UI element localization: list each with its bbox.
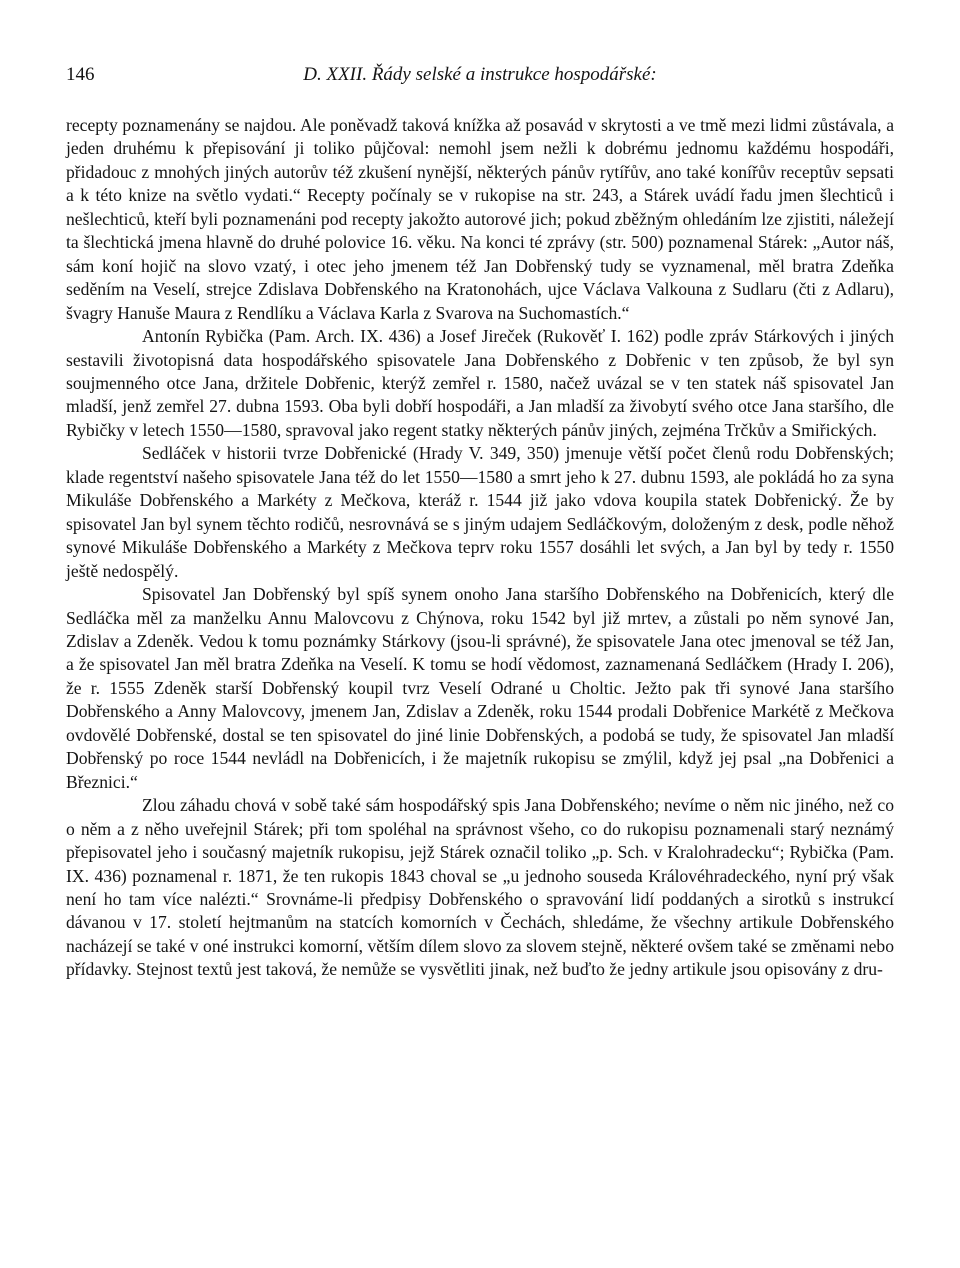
page-header [66,64,894,94]
paragraph-5: Zlou záhadu chová v sobě také sám hospodářský spis Jana Dobřenského; nevíme o něm nic jiného, než co o něm a z něho uveřejnil Stárek; při tom spoléhal na správnost všeho, co do rukopisu poznamenali starý neznámý přepisovatel jeho i současný majetník rukopisu, jejž Stárek označil toliko „p. Sch. v Kralohradecku“; Rybička (Pam. IX. 436) poznamenal r. 1871, že ten rukopis 1843 choval se „u jednoho souseda Královéhradeckého, nyní prý však není ho tam více nalézti.“ Srovnáme-li předpisy Dobřenského o spravování lidí poddaných a sirotků s instrukcí dávanou v 17. století hejtmanům na statcích komorních v Čechách, shledáme, že všechny artikule Dobřenského nacházejí se také v oné instrukci komorní, větším dílem slovo za slovem stejně, některé ovšem také se změnami nebo přídavky. Stejnost textů jest taková, že nemůže se vysvětliti jinak, než buďto že jedny artikule jsou opisovány z dru- [66,795,894,980]
paragraph-3: Sedláček v historii tvrze Dobřenické (Hrady V. 349, 350) jmenuje větší počet členů rodu Dobřenských; klade regentství našeho spisovatele Jana též do let 1550—1580 a smrt jeho k 27. dubnu 1593, ale pokládá ho za syna Mikuláše Dobřenského a Markéty z Mečkova, kteráž r. 1544 již jako vdova koupila statek Dobřenický. Že by spisovatel Jan byl synem těchto rodičů, nesrovnává se s jiným udajem Sedláčkovým, doloženým z desk, podle něhož synové Mikuláše Dobřenského a Markéty z Mečkova teprv roku 1557 dosáhli let svých, a Jan byl by tedy r. 1550 ještě nedospělý. [66,443,894,581]
body-text [66,114,894,982]
paragraph-1: recepty poznamenány se najdou. Ale poněvadž taková knížka až posavád v skrytosti a ve tmě mezi lidmi zůstávala, a jeden druhému k přepisování ji toliko půjčoval: nemohl jsem nežli k dobrému jednomu každému hospodáři, přidadouc z mnohých jiných autorův též zkušení nynější, některých pánův rytířův, ano také konířův receptův sepsati a k této knize na světlo vydati.“ Recepty počínaly se v rukopise na str. 243, a Stárek uvádí řadu jmen šlechticů i nešlechticů, kteří byli poznamenáni pod recepty jakožto autorové jich; pokud zběžným ohledáním lze zjistiti, náležejí ta šlechtická jmena hlavně do druhé polovice 16. věku. Na konci té zprávy (str. 500) poznamenal Stárek: „Autor náš, sám koní hojič na slovo vzatý, i otec jeho jmenem též Jan Dobřenský tudy se vyznamenal, měl bratra Zdeňka seděním na Veselí, strejce Zdislava Dobřenského na Kratonohách, ujce Václava Valkouna z Sudlaru (čti z Adlaru), švagry Hanuše Maura z Rendlíku a Václava Karla z Svarova na Suchomastích.“ [66,115,894,323]
paragraph-2: Antonín Rybička (Pam. Arch. IX. 436) a Josef Jireček (Rukověť I. 162) podle zpráv Stárkových i jiných sestavili životopisná data hospodářského spisovatele Jana Dobřenského z Dobřenic v ten způsob, že byl syn soujmenného otce Jana, držitele Dobřenic, kterýž zemřel r. 1580, načež uvázal se v ten statek náš spisovatel Jan mladší, jenž zemřel 27. dubna 1593. Oba byli dobří hospodáři, a Jan mladší za živobytí svého otce Jana staršího, dle Rybičky v letech 1550—1580, spravoval jako regent statky některých pánův jiných, zejména Trčkův a Smiřických. [66,326,894,440]
page-number: 146 [66,64,95,85]
running-head: D. XXII. Řády selské a instrukce hospodářské: [303,64,657,85]
paragraph-4: Spisovatel Jan Dobřenský byl spíš synem onoho Jana staršího Dobřenského na Dobřenicích, který dle Sedláčka měl za manželku Annu Malovcovu z Chýnova, roku 1542 byl již mrtev, a zůstali po něm synové Jan, Zdislav a Zdeněk. Vedou k tomu poznámky Stárkovy (jsou-li správné), že spisovatele Jana otec jmenoval se též Jan, a že spisovatel Jan měl bratra Zdeňka na Veselí. K tomu se hodí vědomost, zaznamenaná Sedláčkem (Hrady I. 206), že r. 1555 Zdeněk starší Dobřenský koupil tvrz Veselí Odrané u Choltic. Ježto pak tři synové Jana staršího Dobřenského a Anny Malovcovy, jmenem Jan, Zdislav a Zdeněk, roku 1544 prodali Dobřenice Markétě z Mečkova ovdovělé Dobřenské, dostal se ten spisovatel do jiné linie Dobřenských, a podobá se tudy, že spisovatel Jan mladší Dobřenský po roce 1544 nevládl na Dobřenicích, i že majetník rukopisu se zmýlil, když jej psal „na Dobřenici a Březnici.“ [66,584,894,792]
